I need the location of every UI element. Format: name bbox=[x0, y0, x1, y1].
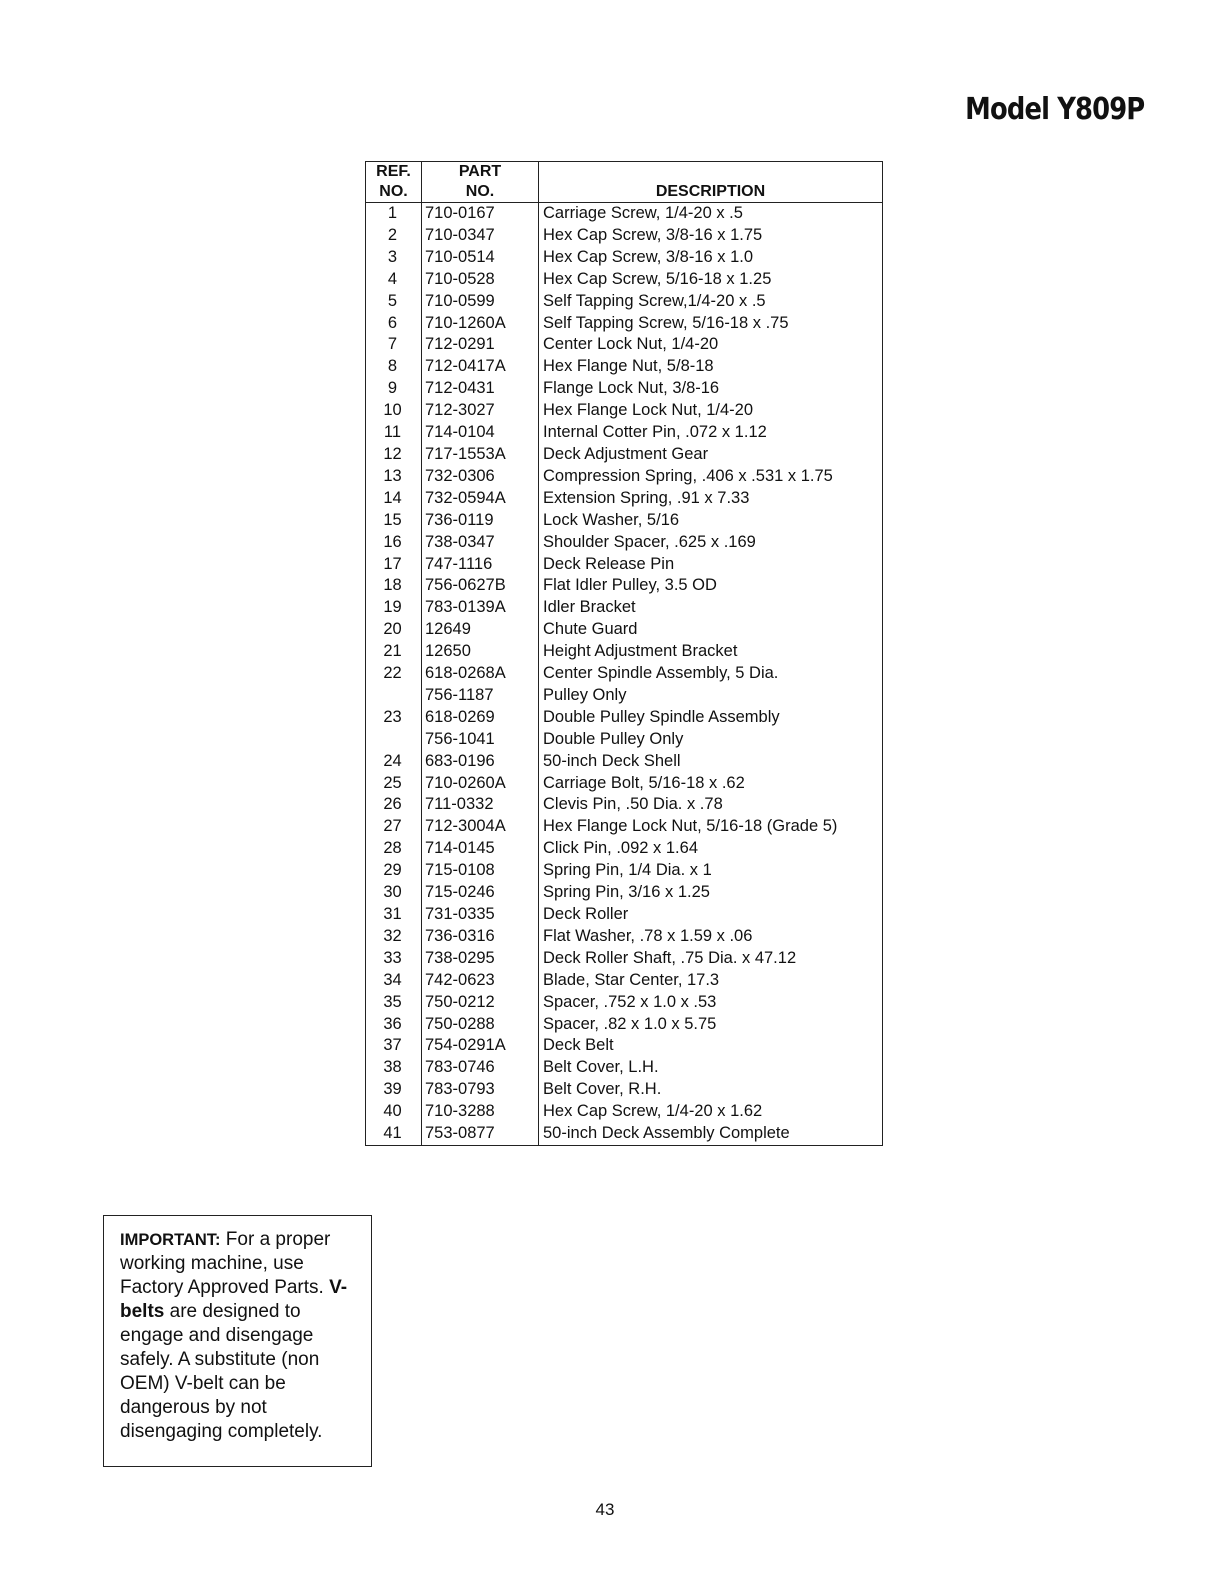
ref-no-cell: 37 bbox=[383, 1036, 402, 1055]
description-header: DESCRIPTION bbox=[539, 162, 883, 203]
table-row bbox=[366, 554, 883, 576]
ref-no-cell: 41 bbox=[383, 1124, 402, 1143]
ref-header-line2: NO. bbox=[379, 183, 408, 200]
description-cell: Deck Roller bbox=[539, 904, 883, 926]
ref-no-header bbox=[366, 162, 422, 203]
ref-no-cell: 7 bbox=[387, 335, 398, 354]
ref-no-cell: 9 bbox=[387, 379, 398, 398]
ref-no-cell: 29 bbox=[383, 861, 402, 880]
description-cell: Spring Pin, 1/4 Dia. x 1 bbox=[539, 860, 883, 882]
description-cell: Height Adjustment Bracket bbox=[539, 641, 883, 663]
part-no-cell: 717-1553A bbox=[422, 444, 539, 466]
table-row bbox=[366, 313, 883, 335]
part-no-cell: 732-0594A bbox=[422, 488, 539, 510]
table-row bbox=[366, 641, 883, 663]
ref-header-line1: REF. bbox=[376, 163, 411, 180]
description-cell: Hex Cap Screw, 5/16-18 x 1.25 bbox=[539, 269, 883, 291]
part-no-cell: 756-1041 bbox=[422, 729, 539, 751]
description-cell: Internal Cotter Pin, .072 x 1.12 bbox=[539, 422, 883, 444]
ref-no-cell: 2 bbox=[387, 225, 398, 244]
description-cell: Self Tapping Screw,1/4-20 x .5 bbox=[539, 291, 883, 313]
description-cell: 50-inch Deck Shell bbox=[539, 751, 883, 773]
ref-no-cell: 11 bbox=[383, 423, 402, 442]
table-row bbox=[366, 444, 883, 466]
part-no-cell: 738-0347 bbox=[422, 532, 539, 554]
table-row bbox=[366, 816, 883, 838]
notice-text-1: For a proper working machine, use Factory Approved Parts. bbox=[120, 1229, 331, 1298]
ref-no-cell: 28 bbox=[383, 839, 402, 858]
ref-no-cell: 20 bbox=[383, 620, 402, 639]
table-row bbox=[366, 729, 883, 751]
description-cell: Pulley Only bbox=[539, 685, 883, 707]
ref-no-cell: 5 bbox=[387, 291, 398, 310]
description-cell: Hex Flange Nut, 5/8-18 bbox=[539, 356, 883, 378]
part-no-cell: 710-3288 bbox=[422, 1101, 539, 1123]
part-no-cell: 714-0104 bbox=[422, 422, 539, 444]
table-row bbox=[366, 247, 883, 269]
description-cell: Spacer, .752 x 1.0 x .53 bbox=[539, 992, 883, 1014]
description-cell: Flange Lock Nut, 3/8-16 bbox=[539, 378, 883, 400]
description-cell: Deck Belt bbox=[539, 1035, 883, 1057]
part-no-cell: 714-0145 bbox=[422, 838, 539, 860]
part-no-cell: 683-0196 bbox=[422, 751, 539, 773]
description-cell: Clevis Pin, .50 Dia. x .78 bbox=[539, 794, 883, 816]
part-no-cell: 732-0306 bbox=[422, 466, 539, 488]
model-title: Model Y809P bbox=[964, 92, 1144, 127]
description-cell: Carriage Screw, 1/4-20 x .5 bbox=[539, 203, 883, 225]
table-row bbox=[366, 838, 883, 860]
part-no-cell: 12650 bbox=[422, 641, 539, 663]
ref-no-cell: 38 bbox=[383, 1058, 402, 1077]
description-cell: Lock Washer, 5/16 bbox=[539, 510, 883, 532]
description-cell: Chute Guard bbox=[539, 619, 883, 641]
notice-text-2: are designed to engage and disengage safely. A substitute (non OEM) V-belt can be dangerous by not disengaging completely. bbox=[120, 1301, 323, 1442]
ref-no-cell: 18 bbox=[383, 576, 402, 595]
part-no-cell: 618-0269 bbox=[422, 707, 539, 729]
part-no-cell: 756-0627B bbox=[422, 575, 539, 597]
ref-no-cell: 25 bbox=[383, 773, 402, 792]
ref-no-cell: 14 bbox=[383, 488, 402, 507]
part-no-cell: 710-0167 bbox=[422, 203, 539, 225]
ref-no-cell bbox=[366, 685, 422, 707]
ref-no-cell: 33 bbox=[383, 948, 402, 967]
parts-table-body bbox=[366, 203, 883, 1146]
part-no-cell: 738-0295 bbox=[422, 948, 539, 970]
ref-no-cell: 24 bbox=[383, 751, 402, 770]
part-no-cell: 710-0599 bbox=[422, 291, 539, 313]
table-row bbox=[366, 334, 883, 356]
part-no-cell: 618-0268A bbox=[422, 663, 539, 685]
description-cell: Spacer, .82 x 1.0 x 5.75 bbox=[539, 1014, 883, 1036]
ref-no-cell: 6 bbox=[387, 313, 398, 332]
ref-no-cell: 1 bbox=[387, 204, 398, 222]
table-row bbox=[366, 291, 883, 313]
description-cell: Shoulder Spacer, .625 x .169 bbox=[539, 532, 883, 554]
ref-no-cell: 40 bbox=[383, 1102, 402, 1121]
part-no-cell: 783-0793 bbox=[422, 1079, 539, 1101]
part-no-cell: 710-0528 bbox=[422, 269, 539, 291]
part-no-cell: 747-1116 bbox=[422, 554, 539, 576]
table-row bbox=[366, 1014, 883, 1036]
parts-table bbox=[365, 161, 883, 1146]
part-no-cell: 715-0246 bbox=[422, 882, 539, 904]
table-row bbox=[366, 1057, 883, 1079]
ref-no-cell: 36 bbox=[383, 1014, 402, 1033]
description-cell: Center Lock Nut, 1/4-20 bbox=[539, 334, 883, 356]
table-header-row bbox=[366, 162, 883, 203]
description-cell: Compression Spring, .406 x .531 x 1.75 bbox=[539, 466, 883, 488]
ref-no-cell: 8 bbox=[387, 357, 398, 376]
description-cell: Deck Roller Shaft, .75 Dia. x 47.12 bbox=[539, 948, 883, 970]
table-row bbox=[366, 400, 883, 422]
ref-no-cell: 19 bbox=[383, 598, 402, 617]
notice-label: IMPORTANT: bbox=[120, 1231, 221, 1249]
ref-no-cell: 4 bbox=[387, 269, 398, 288]
part-no-cell: 754-0291A bbox=[422, 1035, 539, 1057]
page-number: 43 bbox=[595, 1500, 615, 1519]
description-cell: 50-inch Deck Assembly Complete bbox=[539, 1123, 883, 1145]
description-cell: Double Pulley Only bbox=[539, 729, 883, 751]
ref-no-cell: 10 bbox=[383, 401, 402, 420]
table-row bbox=[366, 466, 883, 488]
part-no-cell: 756-1187 bbox=[422, 685, 539, 707]
ref-no-cell: 16 bbox=[383, 532, 402, 551]
table-row bbox=[366, 1035, 883, 1057]
table-row bbox=[366, 882, 883, 904]
part-no-cell: 712-3004A bbox=[422, 816, 539, 838]
description-cell: Flat Idler Pulley, 3.5 OD bbox=[539, 575, 883, 597]
table-row bbox=[366, 225, 883, 247]
table-row bbox=[366, 619, 883, 641]
part-no-cell: 731-0335 bbox=[422, 904, 539, 926]
table-row bbox=[366, 510, 883, 532]
description-cell: Flat Washer, .78 x 1.59 x .06 bbox=[539, 926, 883, 948]
table-row bbox=[366, 356, 883, 378]
part-no-cell: 715-0108 bbox=[422, 860, 539, 882]
table-row bbox=[366, 773, 883, 795]
table-row bbox=[366, 860, 883, 882]
part-no-cell: 12649 bbox=[422, 619, 539, 641]
ref-no-cell: 15 bbox=[383, 510, 402, 529]
part-no-cell: 783-0139A bbox=[422, 597, 539, 619]
table-row bbox=[366, 597, 883, 619]
description-cell: Hex Cap Screw, 1/4-20 x 1.62 bbox=[539, 1101, 883, 1123]
part-no-header bbox=[422, 162, 539, 203]
part-no-cell: 783-0746 bbox=[422, 1057, 539, 1079]
ref-no-cell: 34 bbox=[383, 970, 402, 989]
table-row bbox=[366, 685, 883, 707]
part-no-cell: 750-0212 bbox=[422, 992, 539, 1014]
ref-no-cell: 27 bbox=[383, 817, 402, 836]
part-no-cell: 753-0877 bbox=[422, 1123, 539, 1145]
description-cell: Click Pin, .092 x 1.64 bbox=[539, 838, 883, 860]
ref-no-cell: 17 bbox=[383, 554, 402, 573]
ref-no-cell bbox=[366, 729, 422, 751]
table-row bbox=[366, 269, 883, 291]
description-cell: Self Tapping Screw, 5/16-18 x .75 bbox=[539, 313, 883, 335]
description-cell: Belt Cover, R.H. bbox=[539, 1079, 883, 1101]
table-row bbox=[366, 992, 883, 1014]
description-cell: Hex Flange Lock Nut, 1/4-20 bbox=[539, 400, 883, 422]
table-row bbox=[366, 1079, 883, 1101]
description-cell: Hex Flange Lock Nut, 5/16-18 (Grade 5) bbox=[539, 816, 883, 838]
description-cell: Deck Adjustment Gear bbox=[539, 444, 883, 466]
part-no-cell: 736-0316 bbox=[422, 926, 539, 948]
description-cell: Extension Spring, .91 x 7.33 bbox=[539, 488, 883, 510]
part-no-cell: 712-0417A bbox=[422, 356, 539, 378]
table-row bbox=[366, 970, 883, 992]
ref-no-cell: 32 bbox=[383, 926, 402, 945]
description-cell: Center Spindle Assembly, 5 Dia. bbox=[539, 663, 883, 685]
part-no-cell: 736-0119 bbox=[422, 510, 539, 532]
table-row bbox=[366, 904, 883, 926]
part-no-cell: 710-0347 bbox=[422, 225, 539, 247]
table-row bbox=[366, 422, 883, 444]
description-cell: Blade, Star Center, 17.3 bbox=[539, 970, 883, 992]
ref-no-cell: 21 bbox=[383, 642, 402, 661]
table-row bbox=[366, 378, 883, 400]
important-notice bbox=[103, 1215, 372, 1467]
part-no-cell: 711-0332 bbox=[422, 794, 539, 816]
table-row bbox=[366, 751, 883, 773]
table-row bbox=[366, 1101, 883, 1123]
table-row bbox=[366, 707, 883, 729]
ref-no-cell: 26 bbox=[383, 795, 402, 814]
description-cell: Deck Release Pin bbox=[539, 554, 883, 576]
description-cell: Idler Bracket bbox=[539, 597, 883, 619]
ref-no-cell: 13 bbox=[383, 466, 402, 485]
part-no-cell: 710-0260A bbox=[422, 773, 539, 795]
ref-no-cell: 12 bbox=[383, 444, 402, 463]
ref-no-cell: 23 bbox=[383, 707, 402, 726]
description-cell: Hex Cap Screw, 3/8-16 x 1.75 bbox=[539, 225, 883, 247]
table-row bbox=[366, 663, 883, 685]
description-cell: Belt Cover, L.H. bbox=[539, 1057, 883, 1079]
ref-no-cell: 22 bbox=[383, 664, 402, 683]
table-row bbox=[366, 948, 883, 970]
part-no-cell: 750-0288 bbox=[422, 1014, 539, 1036]
table-row bbox=[366, 532, 883, 554]
description-cell: Carriage Bolt, 5/16-18 x .62 bbox=[539, 773, 883, 795]
part-no-cell: 710-1260A bbox=[422, 313, 539, 335]
part-no-cell: 710-0514 bbox=[422, 247, 539, 269]
part-no-cell: 712-0431 bbox=[422, 378, 539, 400]
part-no-cell: 742-0623 bbox=[422, 970, 539, 992]
part-no-cell: 712-0291 bbox=[422, 334, 539, 356]
table-row bbox=[366, 926, 883, 948]
table-row bbox=[366, 794, 883, 816]
description-cell: Spring Pin, 3/16 x 1.25 bbox=[539, 882, 883, 904]
ref-no-cell: 39 bbox=[383, 1080, 402, 1099]
description-cell: Double Pulley Spindle Assembly bbox=[539, 707, 883, 729]
ref-no-cell: 35 bbox=[383, 992, 402, 1011]
table-row bbox=[366, 1123, 883, 1145]
ref-no-cell: 3 bbox=[387, 247, 398, 266]
description-cell: Hex Cap Screw, 3/8-16 x 1.0 bbox=[539, 247, 883, 269]
ref-no-cell: 31 bbox=[383, 905, 402, 923]
table-row bbox=[366, 203, 883, 225]
table-row bbox=[366, 575, 883, 597]
notice-vbelts: V-belts bbox=[120, 1277, 348, 1322]
table-row bbox=[366, 488, 883, 510]
part-header-line2: NO. bbox=[465, 183, 495, 200]
part-no-cell: 712-3027 bbox=[422, 400, 539, 422]
ref-no-cell: 30 bbox=[383, 883, 402, 902]
part-header-line1: PART bbox=[458, 163, 502, 180]
